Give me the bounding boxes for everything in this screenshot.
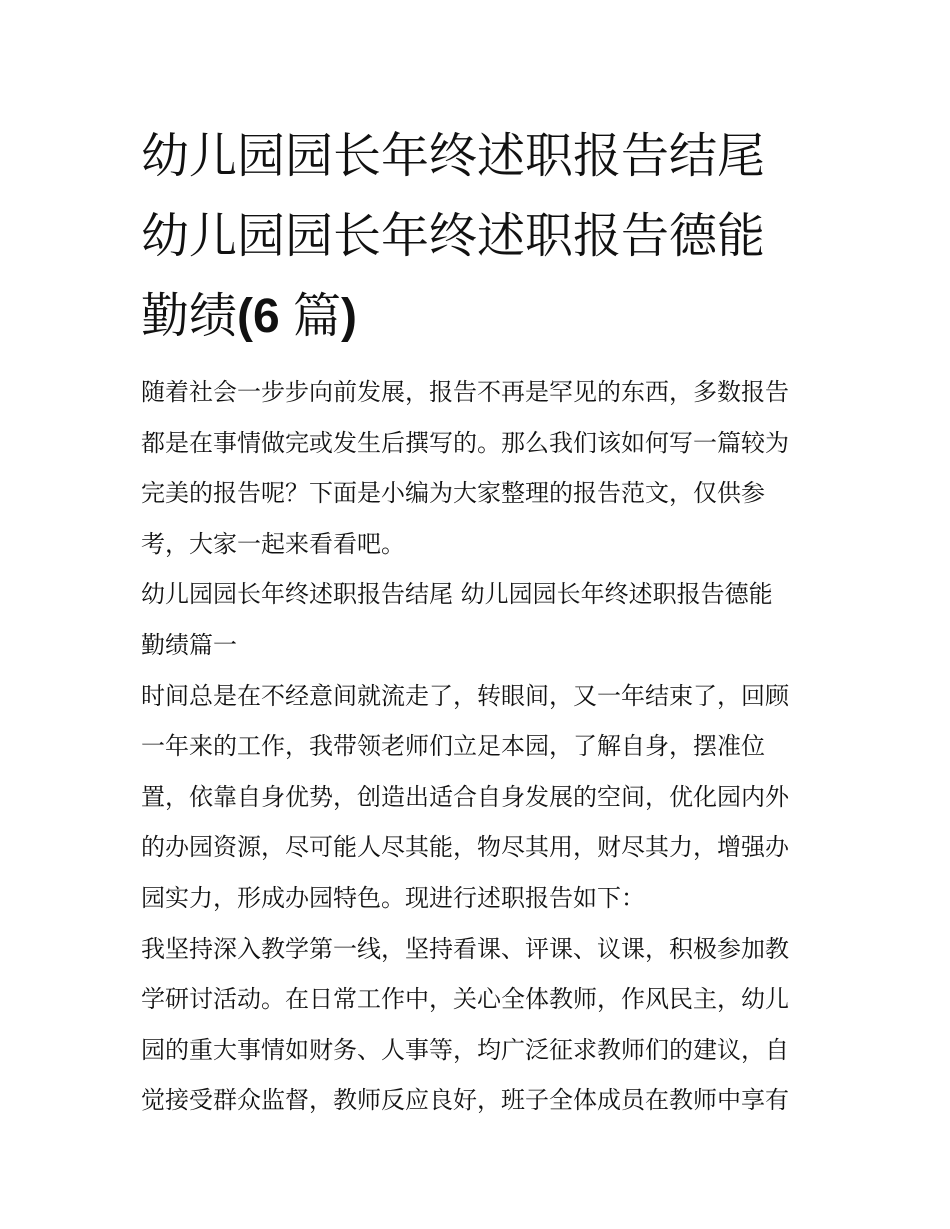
body-line: 考，大家一起来看看吧。 xyxy=(141,529,405,558)
body-line: 时间总是在不经意间就流走了，转眼间，又一年结束了，回顾 xyxy=(141,681,789,710)
body-line: 园的重大事情如财务、人事等，均广泛征求教师们的建议，自 xyxy=(141,1035,789,1064)
title-line-3-char: 篇 xyxy=(293,288,342,344)
body-line: 置，依靠自身优势，创造出适合自身发展的空间，优化园内外 xyxy=(141,782,789,811)
body-line: 完美的报告呢？下面是小编为大家整理的报告范文，仅供参 xyxy=(141,479,765,508)
body-line: 我坚持深入教学第一线，坚持看课、评课、议课，积极参加教 xyxy=(141,934,789,963)
document-content xyxy=(141,116,813,1126)
body-line: 学研讨活动。在日常工作中，关心全体教师，作风民主，幼儿 xyxy=(141,985,789,1014)
body-line: 园实力，形成办园特色。现进行述职报告如下： xyxy=(141,883,645,912)
body-line: 的办园资源，尽可能人尽其能，物尽其用，财尽其力，增强办 xyxy=(141,833,789,862)
title-line-3 xyxy=(141,276,813,357)
document-title xyxy=(141,116,813,357)
section-heading-line: 勤绩篇一 xyxy=(141,630,237,659)
title-line-3-prefix: 勤绩 xyxy=(141,288,238,344)
body-line: 都是在事情做完或发生后撰写的。那么我们该如何写一篇较为 xyxy=(141,428,789,457)
body-line: 觉接受群众监督，教师反应良好，班子全体成员在教师中享有 xyxy=(141,1086,789,1115)
section-heading-line: 幼儿园园长年终述职报告结尾 幼儿园园长年终述职报告德能 xyxy=(141,580,773,609)
title-line-3-count: (6 xyxy=(237,290,294,343)
body-line: 随着社会一步步向前发展，报告不再是罕见的东西，多数报告 xyxy=(141,378,789,406)
title-line-1: 幼儿园园长年终述职报告结尾 xyxy=(141,128,766,184)
document-body xyxy=(141,367,813,1126)
title-line-2: 幼儿园园长年终述职报告德能 xyxy=(141,208,766,264)
body-line: 一年来的工作，我带领老师们立足本园，了解自身，摆准位 xyxy=(141,732,765,761)
title-line-3-close: ) xyxy=(341,290,358,343)
